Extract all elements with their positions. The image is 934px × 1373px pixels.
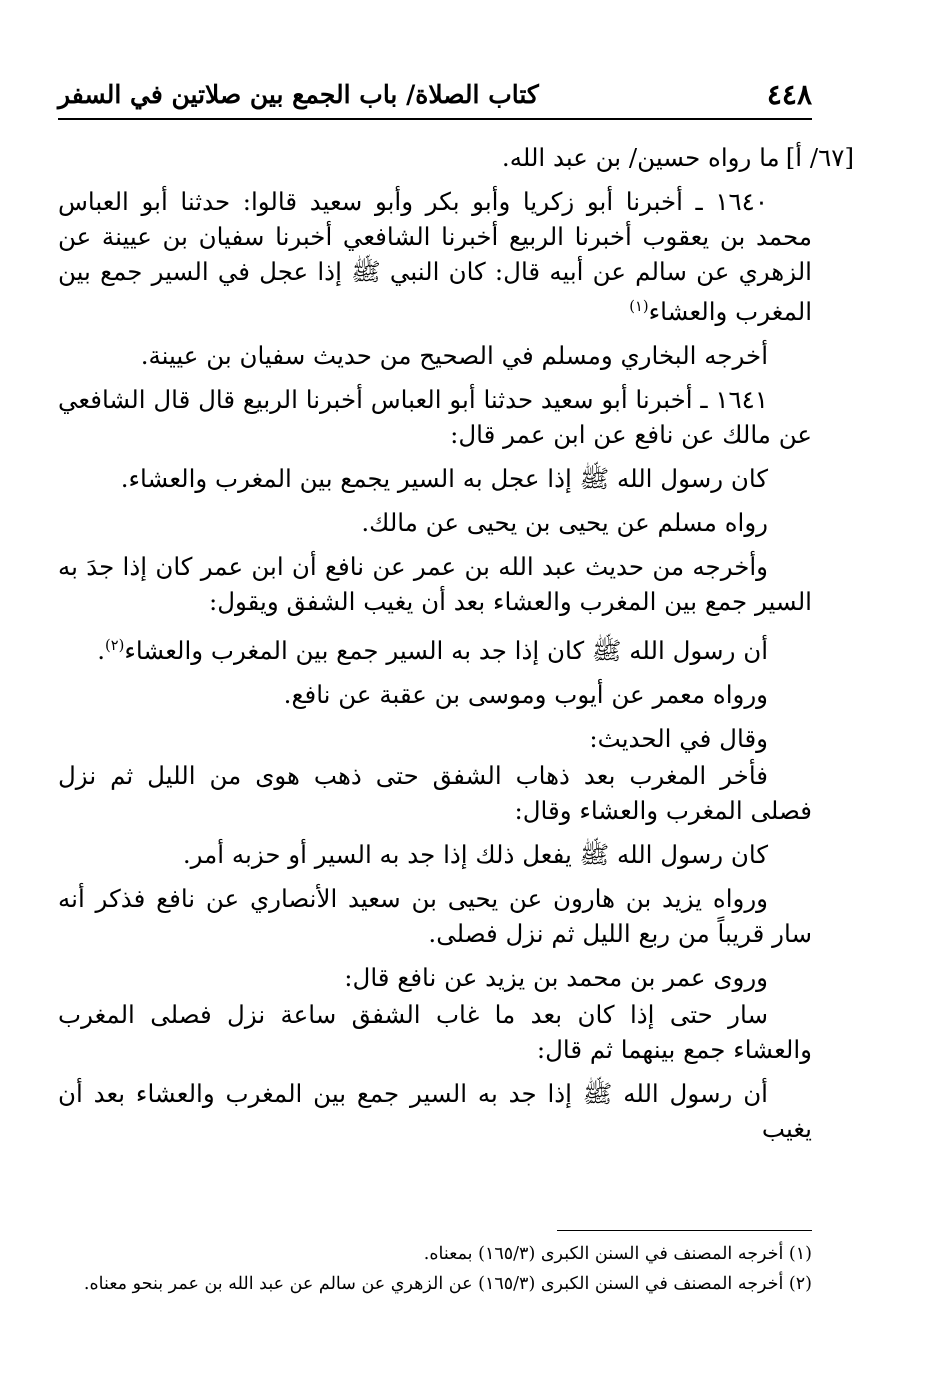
paragraph: وقال في الحديث:	[589, 724, 768, 754]
paragraph: وأخرجه من حديث عبد الله بن عمر عن نافع أن ابن عمر كان إذا جدَ به السير جمع بين المغرب والعشاء بعد أن يغيب الشفق ويقول:	[58, 552, 812, 617]
footnote-ref-1: (١)	[629, 298, 649, 315]
paragraph-text: ما رواه حسين/ بن عبد الله.	[501, 143, 780, 172]
folio-paragraph	[58, 140, 854, 175]
chapter-title: كتاب الصلاة/ باب الجمع بين صلاتين في السفر	[58, 80, 539, 109]
paragraph: ورواه معمر عن أيوب وموسى بن عقبة عن نافع.	[283, 680, 768, 710]
footnote-divider	[557, 1230, 812, 1231]
paragraph: أخرجه البخاري ومسلم في الصحيح من حديث سفيان بن عيينة.	[140, 341, 768, 371]
page-body	[58, 140, 854, 1155]
paragraph: فأخر المغرب بعد ذهاب الشفق حتى ذهب هوى من الليل ثم نزل فصلى المغرب والعشاء وقال:	[58, 761, 812, 826]
hadith-1640: ١٦٤٠ ـ أخبرنا أبو زكريا وأبو بكر وأبو سعيد قالوا: حدثنا أبو العباس محمد بن يعقوب أخبرنا الربيع أخبرنا الشافعي أخبرنا سفيان بن عيينة عن الزهري عن سالم عن أبيه قال: كان النبي ﷺ إذا عجل في السير جمع بين المغرب والعشاء$^{(١)}$	[58, 187, 812, 327]
footnote-1: (١) أخرجه المصنف في السنن الكبرى (١٦٥/٣) بمعناه.	[423, 1244, 812, 1264]
paragraph: أن رسول الله ﷺ كان إذا جد به السير جمع بين المغرب والعشاء$^{(٢)}$.	[97, 636, 768, 666]
page-number: ٤٤٨	[766, 78, 812, 111]
paragraph: ورواه يزيد بن هارون عن يحيى بن سعيد الأنصاري عن نافع فذكر أنه سار قريباً من ربع الليل ثم نزل فصلى.	[58, 884, 812, 949]
footnote-ref-2: (٢)	[105, 637, 125, 655]
paragraph: كان رسول الله ﷺ يفعل ذلك إذا جد به السير أو حزبه أمر.	[182, 840, 768, 870]
paragraph: وروى عمر بن محمد بن يزيد عن نافع قال:	[344, 963, 768, 993]
paragraph: كان رسول الله ﷺ إذا عجل به السير يجمع بين المغرب والعشاء.	[120, 464, 768, 494]
paragraph: سار حتى إذا كان بعد ما غاب الشفق ساعة نزل فصلى المغرب والعشاء جمع بينهما ثم قال:	[58, 1000, 812, 1065]
footnote-2: (٢) أخرجه المصنف في السنن الكبرى (١٦٥/٣) عن الزهري عن سالم عن عبد الله بن عمر بنحو معناه.	[83, 1274, 812, 1294]
paragraph: أن رسول الله ﷺ إذا جد به السير جمع بين المغرب والعشاء بعد أن يغيب	[58, 1079, 812, 1144]
footnotes	[58, 1230, 812, 1299]
paragraph: رواه مسلم عن يحيى بن يحيى عن مالك.	[361, 508, 768, 538]
page-header	[58, 78, 812, 120]
folio-marker: [٦٧/ أ]	[785, 143, 854, 172]
hadith-1641: ١٦٤١ ـ أخبرنا أبو سعيد حدثنا أبو العباس أخبرنا الربيع قال قال الشافعي عن مالك عن نافع عن ابن عمر قال:	[58, 385, 812, 450]
